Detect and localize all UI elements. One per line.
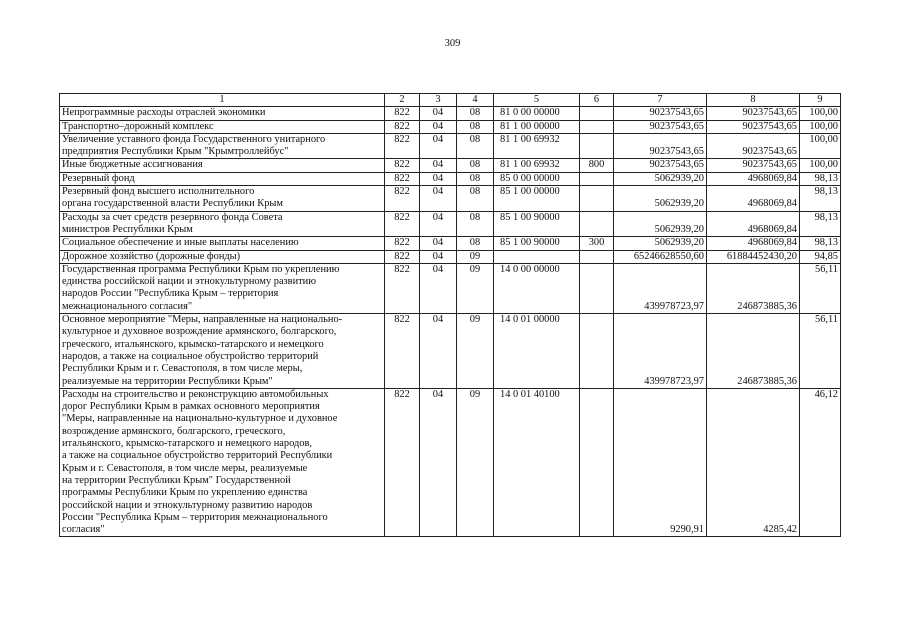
- subsection-cell: 09: [457, 388, 494, 537]
- target-article-cell: 85 1 00 00000: [494, 186, 580, 212]
- expense-type-cell: [580, 314, 614, 389]
- execution-percent-cell: 98,13: [800, 186, 841, 212]
- admin-code-cell: 822: [385, 237, 420, 250]
- executed-amount-cell: 246873885,36: [707, 314, 800, 389]
- row-name-cell: Расходы за счет средств резервного фонда Совета министров Республики Крым: [60, 211, 385, 237]
- admin-code-cell: 822: [385, 314, 420, 389]
- row-name-cell: Иные бюджетные ассигнования: [60, 159, 385, 172]
- executed-amount-cell: 4968069,84: [707, 172, 800, 185]
- table-row: [60, 133, 841, 159]
- table-row: [60, 172, 841, 185]
- expense-type-cell: [580, 107, 614, 120]
- admin-code-cell: 822: [385, 159, 420, 172]
- table-row: [60, 388, 841, 537]
- table-row: [60, 211, 841, 237]
- subsection-cell: 08: [457, 133, 494, 159]
- row-name-cell: Резервный фонд: [60, 172, 385, 185]
- planned-amount-cell: 90237543,65: [614, 120, 707, 133]
- subsection-cell: 08: [457, 120, 494, 133]
- executed-amount-cell: 90237543,65: [707, 159, 800, 172]
- table-row: [60, 107, 841, 120]
- header-row: [60, 94, 841, 107]
- target-article-cell: 14 0 00 00000: [494, 263, 580, 313]
- admin-code-cell: 822: [385, 263, 420, 313]
- executed-amount-cell: 4285,42: [707, 388, 800, 537]
- section-cell: 04: [420, 107, 457, 120]
- planned-amount-cell: 90237543,65: [614, 159, 707, 172]
- subsection-cell: 09: [457, 263, 494, 313]
- section-cell: 04: [420, 237, 457, 250]
- admin-code-cell: 822: [385, 186, 420, 212]
- execution-percent-cell: 56,11: [800, 314, 841, 389]
- expense-type-cell: [580, 172, 614, 185]
- planned-amount-cell: 5062939,20: [614, 211, 707, 237]
- target-article-cell: 81 1 00 00000: [494, 120, 580, 133]
- expense-type-cell: 800: [580, 159, 614, 172]
- executed-amount-cell: 90237543,65: [707, 120, 800, 133]
- expense-type-cell: [580, 388, 614, 537]
- executed-amount-cell: 4968069,84: [707, 237, 800, 250]
- section-cell: 04: [420, 250, 457, 263]
- executed-amount-cell: 4968069,84: [707, 186, 800, 212]
- target-article-cell: 85 1 00 90000: [494, 211, 580, 237]
- executed-amount-cell: 90237543,65: [707, 107, 800, 120]
- target-article-cell: 85 0 00 00000: [494, 172, 580, 185]
- admin-code-cell: 822: [385, 388, 420, 537]
- subsection-cell: 09: [457, 314, 494, 389]
- section-cell: 04: [420, 133, 457, 159]
- row-name-cell: Расходы на строительство и реконструкцию автомобильных дорог Республики Крым в рамках основного мероприятия "Меры, направленные на национально-культурное и духовное возрождение армянского, болгарского, греческого, итальянского, крымско-татарского и немецкого народов, а также на социальное обустройство территорий Республики Крым и г. Севастополя, в том числе меры, реализуемые на территории Республики Крым" Государственной программы Республики Крым по укреплению единства российской нации и этнокультурному развитию народов России "Республика Крым – территория межнационального согласия": [60, 388, 385, 537]
- planned-amount-cell: 5062939,20: [614, 186, 707, 212]
- row-name-cell: Транспортно–дорожный комплекс: [60, 120, 385, 133]
- row-name-cell: Дорожное хозяйство (дорожные фонды): [60, 250, 385, 263]
- admin-code-cell: 822: [385, 107, 420, 120]
- admin-code-cell: 822: [385, 133, 420, 159]
- subsection-cell: 08: [457, 172, 494, 185]
- row-name-cell: Увеличение уставного фонда Государственного унитарного предприятия Республики Крым "Крымтроллейбус": [60, 133, 385, 159]
- execution-percent-cell: 98,13: [800, 237, 841, 250]
- planned-amount-cell: 5062939,20: [614, 172, 707, 185]
- execution-percent-cell: 94,85: [800, 250, 841, 263]
- executed-amount-cell: 90237543,65: [707, 133, 800, 159]
- section-cell: 04: [420, 120, 457, 133]
- target-article-cell: 85 1 00 90000: [494, 237, 580, 250]
- target-article-cell: [494, 250, 580, 263]
- column-header: 9: [800, 94, 841, 107]
- target-article-cell: 81 1 00 69932: [494, 159, 580, 172]
- planned-amount-cell: 439978723,97: [614, 263, 707, 313]
- row-name-cell: Резервный фонд высшего исполнительного органа государственной власти Республики Крым: [60, 186, 385, 212]
- target-article-cell: 14 0 01 00000: [494, 314, 580, 389]
- column-header: 4: [457, 94, 494, 107]
- section-cell: 04: [420, 314, 457, 389]
- column-header: 3: [420, 94, 457, 107]
- execution-percent-cell: 100,00: [800, 159, 841, 172]
- column-header: 2: [385, 94, 420, 107]
- target-article-cell: 81 1 00 69932: [494, 133, 580, 159]
- subsection-cell: 08: [457, 237, 494, 250]
- subsection-cell: 08: [457, 211, 494, 237]
- subsection-cell: 09: [457, 250, 494, 263]
- expense-type-cell: [580, 120, 614, 133]
- column-header: 7: [614, 94, 707, 107]
- column-header: 1: [60, 94, 385, 107]
- target-article-cell: 81 0 00 00000: [494, 107, 580, 120]
- expense-type-cell: [580, 250, 614, 263]
- planned-amount-cell: 9290,91: [614, 388, 707, 537]
- execution-percent-cell: 100,00: [800, 107, 841, 120]
- row-name-cell: Основное мероприятие "Меры, направленные на национально- культурное и духовное возрождение армянского, болгарского, греческого, итальянского, крымско-татарского и немецкого народов, а также на социальное обустройство территорий Республики Крым и г. Севастополя, в том числе меры, реализуемые на территории Республики Крым": [60, 314, 385, 389]
- column-header: 8: [707, 94, 800, 107]
- planned-amount-cell: 90237543,65: [614, 107, 707, 120]
- execution-percent-cell: 98,13: [800, 211, 841, 237]
- table-row: [60, 250, 841, 263]
- row-name-cell: Непрограммные расходы отраслей экономики: [60, 107, 385, 120]
- planned-amount-cell: 5062939,20: [614, 237, 707, 250]
- table-row: [60, 263, 841, 313]
- section-cell: 04: [420, 388, 457, 537]
- column-header: 6: [580, 94, 614, 107]
- section-cell: 04: [420, 172, 457, 185]
- subsection-cell: 08: [457, 186, 494, 212]
- subsection-cell: 08: [457, 159, 494, 172]
- execution-percent-cell: 100,00: [800, 133, 841, 159]
- planned-amount-cell: 65246628550,60: [614, 250, 707, 263]
- table-row: [60, 159, 841, 172]
- section-cell: 04: [420, 211, 457, 237]
- execution-percent-cell: 56,11: [800, 263, 841, 313]
- expense-type-cell: 300: [580, 237, 614, 250]
- table-row: [60, 120, 841, 133]
- table-row: [60, 186, 841, 212]
- row-name-cell: Социальное обеспечение и иные выплаты населению: [60, 237, 385, 250]
- admin-code-cell: 822: [385, 211, 420, 237]
- executed-amount-cell: 4968069,84: [707, 211, 800, 237]
- execution-percent-cell: 46,12: [800, 388, 841, 537]
- target-article-cell: 14 0 01 40100: [494, 388, 580, 537]
- executed-amount-cell: 246873885,36: [707, 263, 800, 313]
- admin-code-cell: 822: [385, 172, 420, 185]
- expense-type-cell: [580, 211, 614, 237]
- execution-percent-cell: 100,00: [800, 120, 841, 133]
- section-cell: 04: [420, 186, 457, 212]
- expense-type-cell: [580, 133, 614, 159]
- page-number: 309: [444, 38, 461, 49]
- planned-amount-cell: 90237543,65: [614, 133, 707, 159]
- budget-table: [59, 93, 841, 537]
- table-row: [60, 314, 841, 389]
- planned-amount-cell: 439978723,97: [614, 314, 707, 389]
- subsection-cell: 08: [457, 107, 494, 120]
- expense-type-cell: [580, 263, 614, 313]
- section-cell: 04: [420, 263, 457, 313]
- expense-type-cell: [580, 186, 614, 212]
- row-name-cell: Государственная программа Республики Крым по укреплению единства российской нации и этнокультурному развитию народов России "Республика Крым – территория межнационального согласия": [60, 263, 385, 313]
- executed-amount-cell: 61884452430,20: [707, 250, 800, 263]
- admin-code-cell: 822: [385, 120, 420, 133]
- admin-code-cell: 822: [385, 250, 420, 263]
- section-cell: 04: [420, 159, 457, 172]
- column-header: 5: [494, 94, 580, 107]
- table-row: [60, 237, 841, 250]
- execution-percent-cell: 98,13: [800, 172, 841, 185]
